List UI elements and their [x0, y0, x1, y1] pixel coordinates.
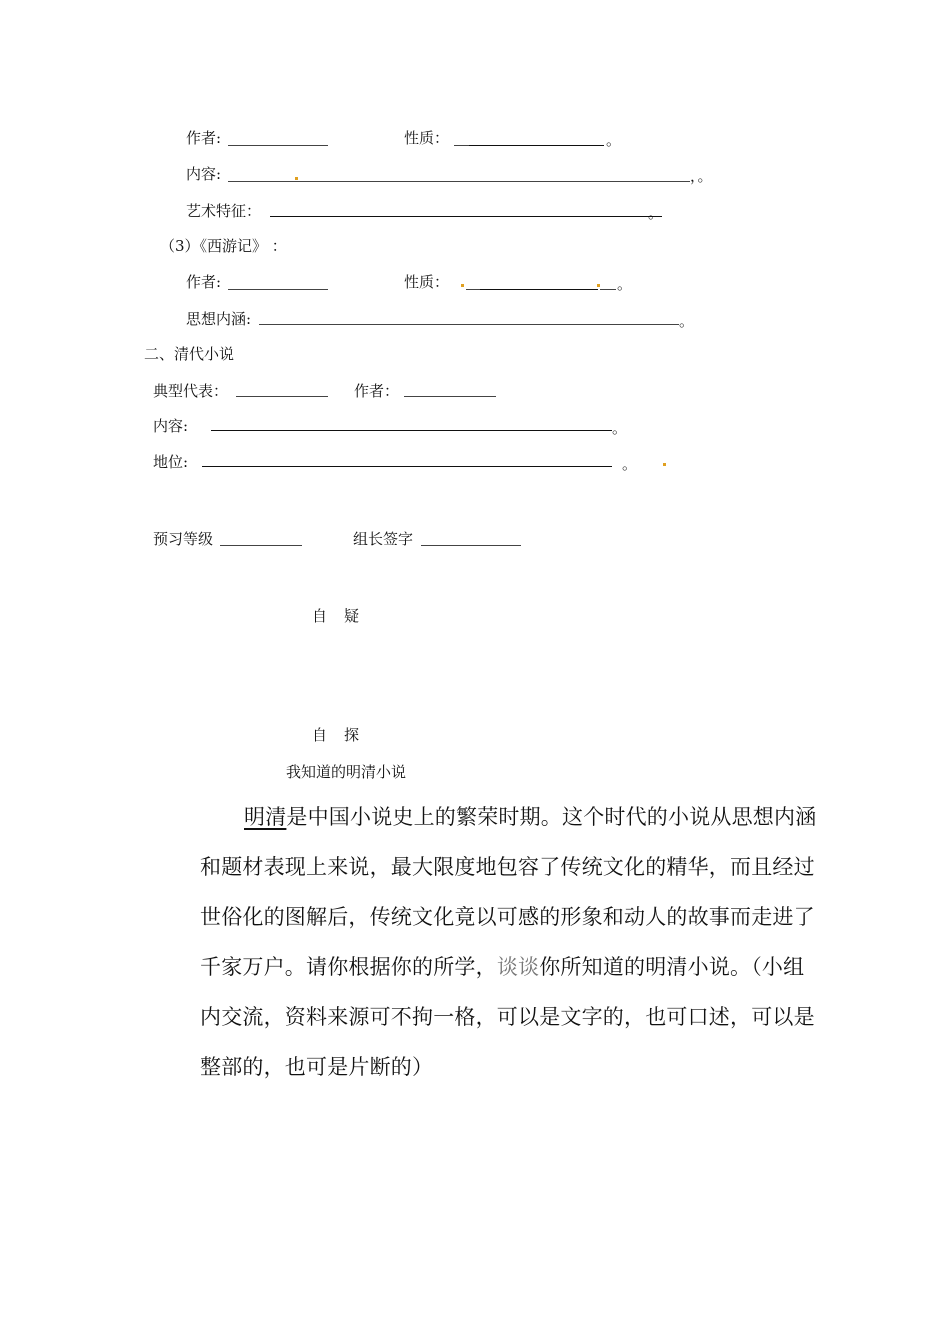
author-blank-2[interactable]: [228, 289, 328, 290]
self-explore-title: 自 探: [312, 726, 361, 744]
qing-author-label: 作者：: [354, 382, 400, 400]
nature-blank-2a[interactable]: [466, 289, 480, 290]
preview-grade-blank[interactable]: [220, 545, 302, 546]
para-line: [200, 942, 860, 992]
para-text-grey: 谈谈: [496, 955, 540, 979]
self-explore-subtitle: 我知道的明清小说: [286, 763, 407, 781]
thought-label: 思想内涵:: [186, 310, 252, 328]
para-text: 千家万户。请你根据你的所学，: [200, 955, 497, 979]
para-line: 内交流，资料来源可不拘一格，可以是文字的，也可口述，可以是: [200, 1005, 815, 1029]
xiyouji-heading: （3）《西游记》 ：: [160, 237, 287, 255]
para-line: 世俗化的图解后，传统文化竟以可感的形象和动人的故事而走进了: [200, 905, 815, 929]
para-line: [200, 792, 860, 842]
nature-period-2: 。: [617, 275, 633, 293]
qing-content-label: 内容:: [153, 417, 189, 435]
status-period: 。: [622, 455, 638, 473]
art-label: 艺术特征：: [186, 202, 262, 220]
para-text: 是中国小说史上的繁荣时期。这个时代的小说从思想内涵: [286, 805, 817, 829]
art-blank[interactable]: [270, 216, 662, 217]
underlined-word: 明清: [244, 805, 287, 829]
leader-sign-label: 组长签字: [353, 530, 414, 548]
qing-section-title: 二、清代小说: [144, 345, 235, 363]
nature-blank-2b[interactable]: [480, 289, 598, 290]
rep-blank[interactable]: [236, 396, 328, 397]
mark-dot: [461, 284, 464, 287]
thought-blank[interactable]: [259, 324, 679, 325]
nature-period-1: 。: [606, 131, 622, 149]
status-label: 地位:: [153, 453, 189, 471]
content-blank-1[interactable]: [228, 181, 690, 182]
mark-dot: [663, 463, 666, 466]
para-line: 整部的，也可是片断的）: [200, 1055, 434, 1079]
author-label-2: 作者:: [186, 273, 222, 291]
para-line: 和题材表现上来说，最大限度地包容了传统文化的精华，而且经过: [200, 855, 815, 879]
mark-dot: [597, 284, 600, 287]
self-explore-paragraph: [200, 792, 860, 1092]
qing-content-blank[interactable]: [211, 430, 612, 431]
thought-period: 。: [679, 312, 695, 330]
rep-label: 典型代表：: [153, 382, 229, 400]
qing-author-blank[interactable]: [404, 396, 496, 397]
art-period: 。: [648, 204, 664, 222]
status-blank[interactable]: [202, 466, 612, 467]
content-punct-1: ，。: [690, 167, 713, 185]
nature-label-2: 性质：: [404, 273, 450, 291]
qing-content-period: 。: [612, 419, 628, 437]
nature-label-1: 性质：: [404, 129, 450, 147]
nature-blank-1a[interactable]: [454, 145, 469, 146]
mark-dot: [295, 177, 298, 180]
nature-blank-2c[interactable]: [600, 289, 616, 290]
leader-sign-blank[interactable]: [421, 545, 521, 546]
preview-grade-label: 预习等级: [153, 530, 214, 548]
self-doubt-title: 自 疑: [312, 607, 361, 625]
nature-blank-1b[interactable]: [469, 145, 604, 146]
author-blank-1[interactable]: [228, 145, 328, 146]
author-label-1: 作者:: [186, 129, 222, 147]
para-text: 你所知道的明清小说。（小组: [539, 955, 805, 979]
content-label-1: 内容:: [186, 165, 222, 183]
